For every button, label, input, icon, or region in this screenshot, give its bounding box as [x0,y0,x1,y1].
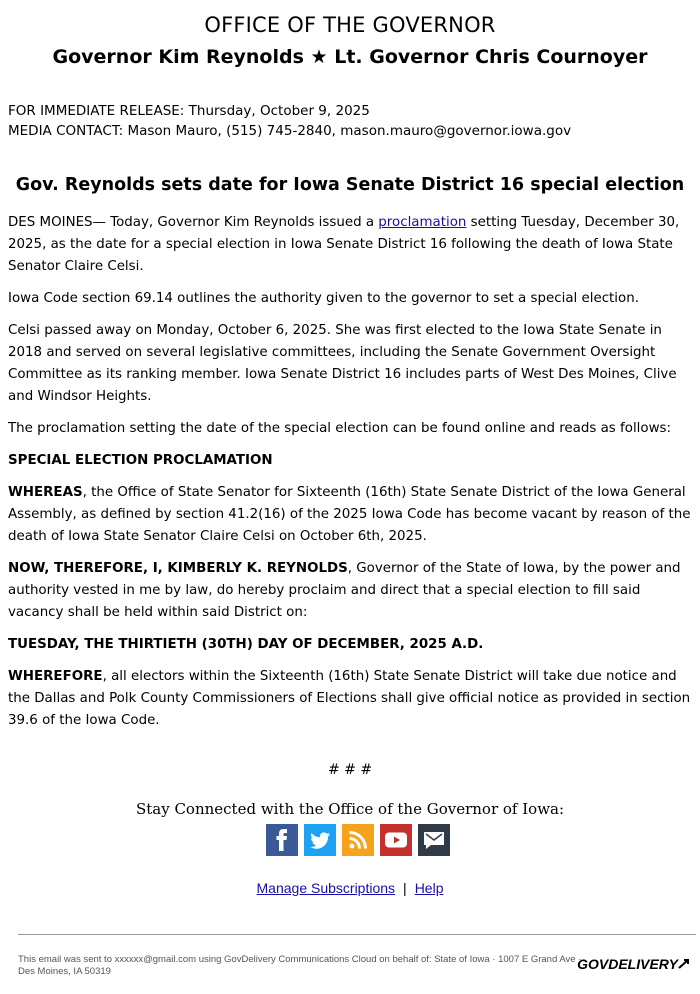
proclamation-link[interactable]: proclamation [378,215,467,230]
intro-text-start: DES MOINES— Today, Governor Kim Reynolds issued a [8,215,379,230]
whereas-text: , the Office of State Senator for Sixteenth (16th) State Senate District of the Iowa General Assembly, as defined by section 41.2(16) of the 2025 Iowa Code has become vacant by reason of the death of Iowa State Senator Claire Celsi on October 6th, 2025. [8,485,691,544]
lt-governor-name: Lt. Governor Chris Cournoyer [334,46,648,68]
link-separator: | [403,880,407,896]
paragraph-whereas [8,482,696,548]
governor-names [0,40,700,74]
paragraph-proclamation-intro: The proclamation setting the date of the special election can be found online and reads as follows: [8,421,672,436]
release-meta [8,101,571,141]
header [0,0,700,74]
governor-name: Governor Kim Reynolds [52,46,304,68]
youtube-icon[interactable] [380,824,412,856]
paragraph-intro [8,212,696,278]
manage-subscriptions-link[interactable]: Manage Subscriptions [256,880,396,896]
media-contact: MEDIA CONTACT: Mason Mauro, (515) 745-2840, mason.mauro@governor.iowa.gov [8,123,572,139]
end-marks: # # # [327,762,373,778]
help-link[interactable]: Help [414,880,444,896]
footer-links [0,880,700,896]
stay-connected: Stay Connected with the Office of the Governor of Iowa: [135,800,565,818]
election-date: TUESDAY, THE THIRTIETH (30TH) DAY OF DECEMBER, 2025 A.D. [8,637,484,652]
footer-divider [18,934,696,935]
paragraph-celsi: Celsi passed away on Monday, October 6, 2025. She was first elected to the Iowa State Senate in 2018 and served on several legislative committees, including the Senate Government Oversight Committee as its ranking member. Iowa Senate District 16 includes parts of West Des Moines, Clive and Windsor Heights. [8,323,677,404]
headline: Gov. Reynolds sets date for Iowa Senate District 16 special election [15,175,685,195]
social-icons [266,824,450,856]
now-therefore-text: , Governor of the State of Iowa, by the power and authority vested in me by law, do hereby proclaim and direct that a special election to fill said vacancy shall be held within said District on: [8,561,681,620]
govdelivery-wordmark: GOVDELIVERY [577,956,678,972]
now-therefore-label: NOW, THEREFORE, I, KIMBERLY K. REYNOLDS [8,561,348,576]
facebook-icon[interactable] [266,824,298,856]
press-body [8,212,696,742]
whereas-label: WHEREAS [8,485,83,500]
paragraph-wherefore [8,666,696,732]
wherefore-text: , all electors within the Sixteenth (16th) State Senate District will take due notice and the Dallas and Polk County Commissioners of Elections shall give official notice as provided in section 39.6 of the Iowa Code. [8,669,691,728]
paragraph-code: Iowa Code section 69.14 outlines the authority given to the governor to set a special election. [8,291,639,306]
email-icon[interactable] [418,824,450,856]
office-title: OFFICE OF THE GOVERNOR [204,13,496,37]
proclamation-title: SPECIAL ELECTION PROCLAMATION [8,453,273,468]
govdelivery-swoosh-icon [678,958,690,970]
twitter-icon[interactable] [304,824,336,856]
footer-disclaimer: This email was sent to xxxxxx@gmail.com using GovDelivery Communications Cloud on behalf of: State of Iowa · 1007 E Grand Ave · Des Moines, IA 50319 [18,954,582,977]
star-icon: ★ [310,46,328,68]
rss-icon[interactable] [342,824,374,856]
wherefore-label: WHEREFORE [8,669,103,684]
govdelivery-logo[interactable] [577,956,690,972]
release-date: FOR IMMEDIATE RELEASE: Thursday, October 9, 2025 [8,103,370,119]
intro-text-end: setting Tuesday, December 30, 2025, as the date for a special election in Iowa Senate District 16 following the death of Iowa State Senator Claire Celsi. [8,215,680,274]
paragraph-now-therefore [8,558,696,624]
